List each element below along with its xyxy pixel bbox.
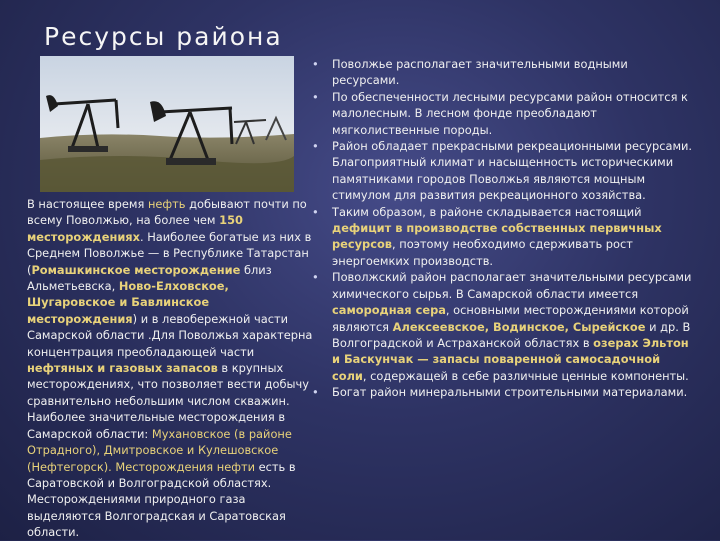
- bullet-building-materials: • Богат район минеральными строительными материалами.: [312, 385, 688, 400]
- highlight-150-fields: 150 месторождениях: [27, 213, 243, 244]
- highlight-romashkinskoe: Ромашкинское месторождение: [31, 262, 241, 277]
- bullet-icon: •: [312, 204, 319, 219]
- bullet-icon: •: [312, 270, 319, 285]
- bullet-water: • Поволжье располагает значительными водными ресурсами.: [312, 57, 628, 88]
- highlight-salt-lakes: озерах Эльтон и Баскунчак — запасы поваренной самосадочной соли: [332, 335, 689, 383]
- slide-title: Ресурсы района: [44, 22, 283, 51]
- highlight-oil-gas-reserves: нефтяных и газовых запасов: [27, 361, 218, 376]
- highlight-deficit: дефицит в производстве собственных первичных ресурсов: [332, 221, 662, 252]
- bullet-forest: • По обеспеченности лесными ресурсами район относится к малолесным. В лесном фонде преобладают мягколиственные породы.: [312, 89, 688, 137]
- bullet-icon: •: [312, 57, 319, 71]
- resources-bullet-list: [312, 56, 697, 401]
- highlight-samara-fields: Мухановское (в районе Отрадного), Дмитровское и Кулешовское (Нефтегорск). Месторождения нефти: [27, 426, 292, 474]
- bullet-recreation: • Район обладает прекрасными рекреационными ресурсами. Благоприятный климат и насыщенность историческими памятниками городов Поволжья являются мощным стимулом для развития рекреационного хозяйства.: [312, 139, 693, 203]
- highlight-oil: нефть: [147, 197, 186, 211]
- oil-pumps-photo: [40, 56, 294, 192]
- highlight-sulfur-fields: Алексеевское, Водинское, Сырейское: [392, 319, 646, 334]
- oil-gas-paragraph: В настоящее время нефть добывают почти по всему Поволжью, на более чем 150 месторождениях. Наиболее богатые из них в Среднем Поволжье — в Республике Татарстан (Ромашкинское месторождение близ Альметьевска, Ново-Елховское, Шугаровское и Бавлинское месторождения) и в левобережной части Самарской области .Для Поволжья характерна концентрация преобладающей части нефтяных и газовых запасов в крупных месторождениях, что позволяет вести добычу сравнительно небольшим числом скважин. Наиболее значительные месторождения в Самарской области: Мухановское (в районе Отрадного), Дмитровское и Кулешовское (Нефтегорск). Месторождения нефти есть в Саратовской и Волгоградской областях. Месторождениями природного газа выделяются Волгоградская и Саратовская области.: [27, 197, 313, 540]
- bullet-deficit: • Таким образом, в районе складывается настоящий дефицит в производстве собственных первичных ресурсов, поэтому необходимо сдерживать рост энергоемких производств.: [312, 204, 662, 268]
- highlight-sulfur: самородная сера: [332, 303, 446, 318]
- bullet-chemical: • Поволжский район располагает значительными ресурсами химического сырья. В Самарской области имеется самородная сера, основными месторождениями которой являются Алексеевское, Водинское, Сырейское и др. В Волгоградской и Астраханской областях в озерах Эльтон и Баскунчак — запасы поваренной самосадочной соли, содержащей в себе различные ценные компоненты.: [312, 270, 692, 383]
- highlight-novo-elkhovskoe: Ново-Елховское, Шугаровское и Бавлинское месторождения: [27, 279, 229, 326]
- bullet-icon: •: [312, 139, 319, 154]
- bullet-icon: •: [312, 385, 319, 400]
- bullet-icon: •: [312, 89, 319, 104]
